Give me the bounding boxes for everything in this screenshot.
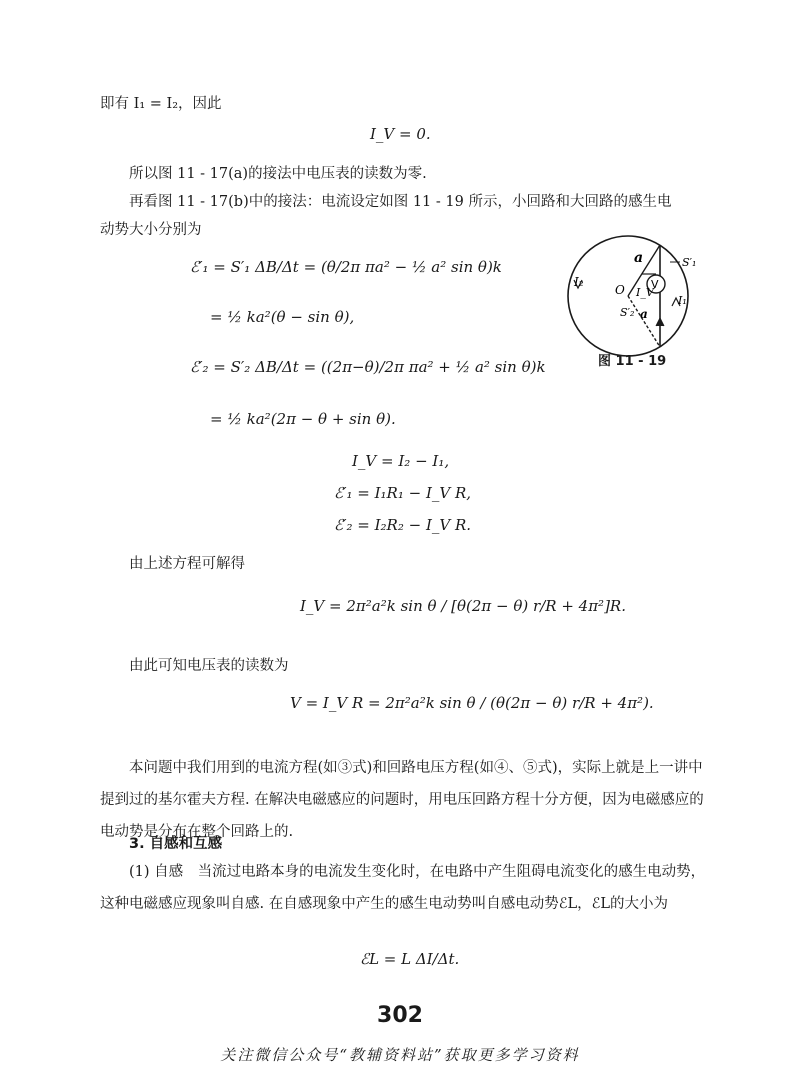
equation-emf1-result: = ½ ka²(θ − sin θ),	[210, 308, 355, 326]
equation-self-emf: ℰL = L ΔI/Δt.	[360, 950, 460, 968]
equation-iv-solution: I_V = 2π²a²k sin θ / [θ(2π − θ) r/R + 4π²]R.	[300, 597, 626, 615]
equation-iv-zero: I_V = 0.	[370, 125, 431, 143]
label-s2: S′₂	[620, 306, 635, 319]
text-line-6: 由此可知电压表的读数为	[129, 658, 289, 674]
paragraph-self-induction: (1) 自感 当流过电路本身的电流发生变化时，在电路中产生阻碍电流变化的感生电动势，这种电磁感应现象叫自感. 在自感现象中产生的感生电动势叫自感电动势ℰL，ℰL的大小为	[100, 864, 706, 912]
radius-bottom	[628, 296, 660, 347]
page-number: 302	[377, 1003, 423, 1028]
text-line-5: 由上述方程可解得	[129, 556, 245, 572]
equation-emf2-result: = ½ ka²(2π − θ + sin θ).	[210, 410, 396, 428]
figure-caption: 图 11 - 19	[598, 354, 667, 369]
text-line-1	[100, 88, 712, 120]
label-a-top: a	[634, 250, 644, 266]
equation-emf2: ℰ′₂ = S′₂ ΔB/Δt = ((2π−θ)/2π πa² + ½ a² sin θ)k	[190, 358, 546, 376]
equation-emf1: ℰ′₁ = S′₁ ΔB/Δt = (θ/2π πa² − ½ a² sin θ)k	[190, 258, 502, 276]
equation-iv: I_V = I₂ − I₁,	[352, 452, 450, 470]
equation-emf1-loop: ℰ′₁ = I₁R₁ − I_V R,	[334, 484, 472, 502]
paragraph-kirchhoff: 本问题中我们用到的电流方程(如③式)和回路电压方程(如④、⑤式)，实际上就是上一讲中提到过的基尔霍夫方程. 在解决电磁感应的问题时，用电压回路方程十分方便，因为电磁感应的电动势是分布在整个回路上的.	[100, 760, 704, 840]
iv-arrow	[656, 318, 664, 326]
label-i1: I₁	[678, 294, 687, 307]
label-s1: S′₁	[682, 256, 697, 269]
section-heading-3: 3. 自感和互感	[129, 836, 223, 852]
label-v: V	[651, 278, 659, 291]
footer-watermark: 关注微信公众号“教辅资料站”获取更多学习资料	[220, 1046, 580, 1064]
text-line-3: 再看图 11 - 17(b)中的接法：电流设定如图 11 - 19 所示，小回路和大回路的感生电	[129, 194, 672, 210]
label-a-bottom: a	[640, 307, 648, 321]
equation-voltmeter-reading: V = I_V R = 2π²a²k sin θ / (θ(2π − θ) r/R + 4π²).	[290, 694, 654, 712]
label-i2: I₂	[574, 275, 584, 289]
equation-emf2-loop: ℰ′₂ = I₂R₂ − I_V R.	[334, 516, 472, 534]
line1-text: 即有 I₁ = I₂，因此	[100, 96, 222, 112]
label-o: O	[615, 283, 625, 297]
text-line-4: 动势大小分别为	[100, 222, 202, 238]
label-iv: I_V	[636, 286, 654, 299]
text-line-2: 所以图 11 - 17(a)的接法中电压表的读数为零.	[129, 166, 427, 182]
